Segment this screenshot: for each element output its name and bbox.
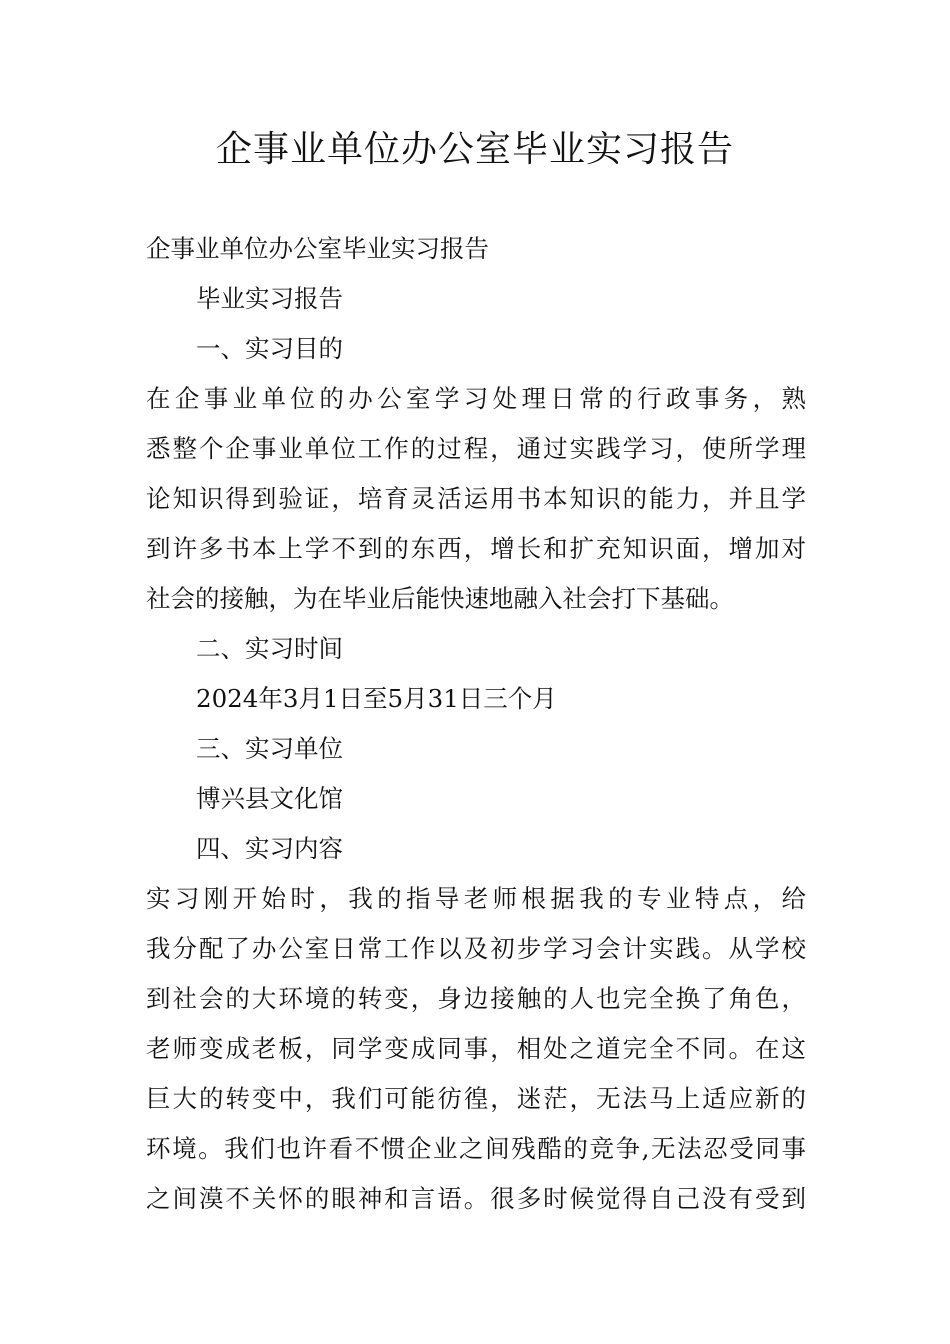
paragraph-line: 之间漠不关怀的眼神和言语。很多时候觉得自己没有受到 xyxy=(146,1184,806,1213)
section-heading-content: 四、实习内容 xyxy=(196,834,343,863)
internship-unit-value: 博兴县文化馆 xyxy=(196,784,343,813)
paragraph-line: 老师变成老板，同学变成同事，相处之道完全不同。在这 xyxy=(146,1034,806,1063)
paragraph-line: 实习刚开始时，我的指导老师根据我的专业特点，给 xyxy=(146,884,806,913)
internship-time-value: 2024年3月1日至5月31日三个月 xyxy=(196,684,557,713)
section-heading-time: 二、实习时间 xyxy=(196,634,343,663)
report-label: 毕业实习报告 xyxy=(196,284,343,313)
paragraph-line: 环境。我们也许看不惯企业之间残酷的竞争,无法忍受同事 xyxy=(146,1134,806,1163)
paragraph-line: 到许多书本上学不到的东西，增长和扩充知识面，增加对 xyxy=(146,534,806,563)
paragraph-line: 到社会的大环境的转变，身边接触的人也完全换了角色， xyxy=(146,984,806,1013)
section-heading-purpose: 一、实习目的 xyxy=(196,334,343,363)
document-subtitle: 企事业单位办公室毕业实习报告 xyxy=(146,234,489,263)
section-heading-unit: 三、实习单位 xyxy=(196,734,343,763)
paragraph-line: 悉整个企事业单位工作的过程，通过实践学习，使所学理 xyxy=(146,434,806,463)
paragraph-line: 巨大的转变中，我们可能彷徨，迷茫，无法马上适应新的 xyxy=(146,1084,806,1113)
paragraph-line: 社会的接触，为在毕业后能快速地融入社会打下基础。 xyxy=(146,584,734,613)
paragraph-line: 在企事业单位的办公室学习处理日常的行政事务，熟 xyxy=(146,384,806,413)
paragraph-line: 我分配了办公室日常工作以及初步学习会计实践。从学校 xyxy=(146,934,806,963)
paragraph-line: 论知识得到验证，培育灵活运用书本知识的能力，并且学 xyxy=(146,484,806,513)
document-title: 企事业单位办公室毕业实习报告 xyxy=(215,129,734,170)
